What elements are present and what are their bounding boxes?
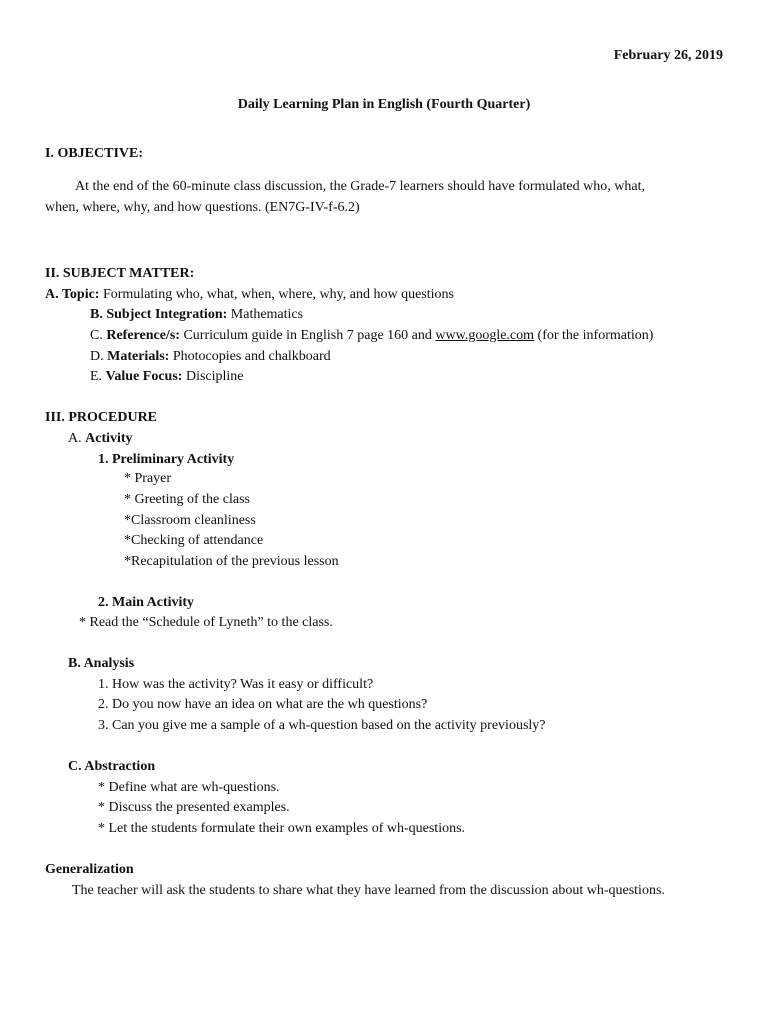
main-activity-item: * Read the “Schedule of Lyneth” to the class. xyxy=(79,615,333,630)
generalization-text: The teacher will ask the students to share what they have learned from the discussion about wh-questions. xyxy=(72,883,665,898)
value-focus-line xyxy=(90,368,244,386)
main-activity-heading: 2. Main Activity xyxy=(98,595,195,610)
procedure-heading: III. PROCEDURE xyxy=(45,410,158,425)
analysis-question-1: 1. How was the activity? Was it easy or difficult? xyxy=(98,677,374,692)
activity-prefix: A. xyxy=(68,431,86,446)
reference-prefix: C. xyxy=(90,328,107,343)
reference-value: Curriculum guide in English 7 page 160 and xyxy=(179,328,436,343)
subject-integration-line xyxy=(90,306,303,324)
topic-line xyxy=(45,286,454,304)
abstraction-item-1: * Define what are wh-questions. xyxy=(98,780,280,795)
subject-matter-heading: II. SUBJECT MATTER: xyxy=(45,266,195,281)
analysis-heading: B. Analysis xyxy=(68,656,135,671)
subject-integration-label: B. Subject Integration: xyxy=(90,307,228,322)
topic-label: A. Topic: xyxy=(45,287,100,302)
objective-text-line-1: At the end of the 60-minute class discussion, the Grade-7 learners should have formulated who, what, xyxy=(75,179,645,194)
subject-integration-value: Mathematics xyxy=(227,307,304,322)
analysis-question-2: 2. Do you now have an idea on what are the wh questions? xyxy=(98,697,428,712)
materials-value: Photocopies and chalkboard xyxy=(169,349,331,364)
abstraction-item-3: * Let the students formulate their own examples of wh-questions. xyxy=(98,821,466,836)
generalization-heading: Generalization xyxy=(45,862,134,877)
objective-heading: I. OBJECTIVE: xyxy=(45,146,144,161)
value-focus-value: Discipline xyxy=(182,369,244,384)
materials-label: Materials: xyxy=(107,349,170,364)
abstraction-heading: C. Abstraction xyxy=(68,759,156,774)
preliminary-item-attendance: *Checking of attendance xyxy=(124,533,264,548)
activity-label: Activity xyxy=(85,431,133,446)
preliminary-item-prayer: * Prayer xyxy=(124,471,172,486)
abstraction-item-2: * Discuss the presented examples. xyxy=(98,800,290,815)
date: February 26, 2019 xyxy=(613,48,723,63)
reference-label: Reference/s: xyxy=(106,328,180,343)
materials-prefix: D. xyxy=(90,349,108,364)
value-focus-label: Value Focus: xyxy=(105,369,183,384)
objective-text-line-2: when, where, why, and how questions. (EN7G-IV-f-6.2) xyxy=(45,200,360,215)
value-focus-prefix: E. xyxy=(90,369,106,384)
preliminary-item-cleanliness: *Classroom cleanliness xyxy=(124,513,256,528)
preliminary-item-greeting: * Greeting of the class xyxy=(124,492,250,507)
reference-suffix: (for the information) xyxy=(534,328,654,343)
preliminary-item-recapitulation: *Recapitulation of the previous lesson xyxy=(124,554,339,569)
analysis-question-3: 3. Can you give me a sample of a wh-question based on the activity previously? xyxy=(98,718,546,733)
document-title: Daily Learning Plan in English (Fourth Quarter) xyxy=(237,97,531,112)
reference-line xyxy=(90,327,653,345)
preliminary-activity-heading: 1. Preliminary Activity xyxy=(98,452,235,467)
reference-link[interactable]: www.google.com xyxy=(435,328,535,343)
activity-line xyxy=(68,430,133,448)
materials-line xyxy=(90,348,331,366)
topic-value: Formulating who, what, when, where, why, and how questions xyxy=(99,287,454,302)
